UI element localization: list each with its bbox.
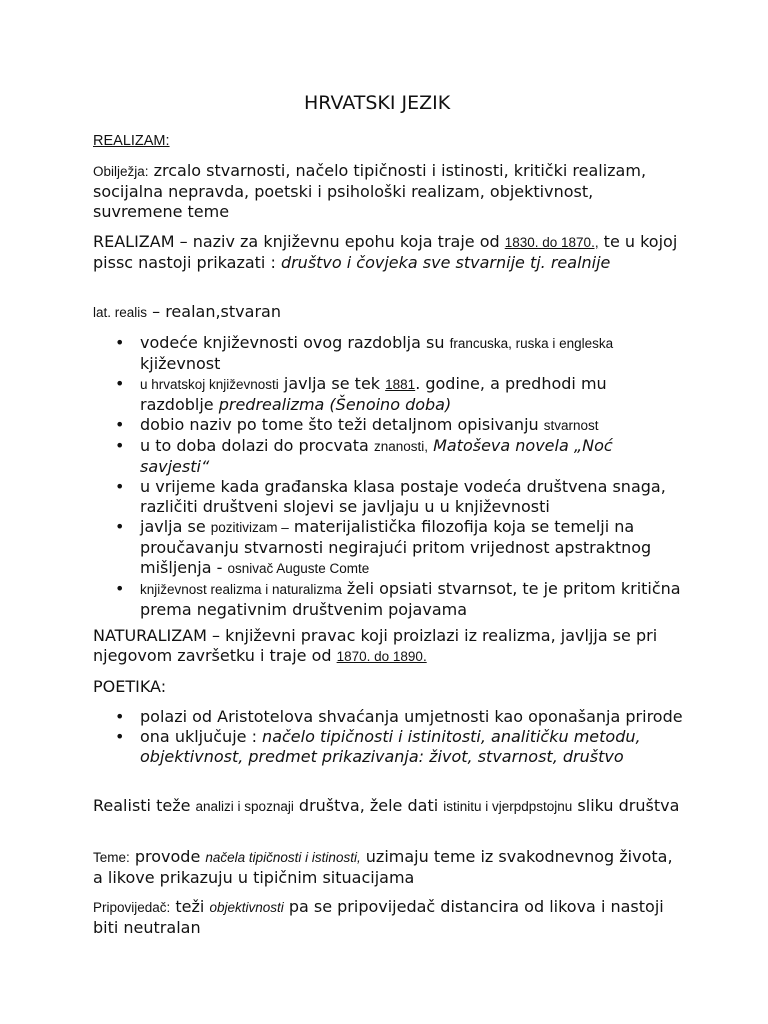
paragraph-pripovjedac: Pripovijedač: teži objektivnosti pa se pripovijedač distancira od likova i nastoji biti neutralan (93, 897, 664, 937)
heading-poetika: POETIKA: (93, 677, 167, 696)
list-item: • u hrvatskoj književnosti javlja se tek 1881. godine, a predhodi mu razdoblje predrealizma (Šenoino doba) (115, 374, 607, 414)
list-item: • ona uključuje : načelo tipičnosti i istinitosti, analitičku metodu, objektivnost, predmet prikazivanja: život, stvarnost, društvo (115, 727, 641, 766)
bullet-icon: • (115, 374, 125, 393)
bullet-icon: • (115, 333, 125, 352)
paragraph-realizam-definition: REALIZAM – naziv za književnu epohu koja traje od 1830. do 1870., te u kojoj pissc nastoji prikazati : društvo i čovjeka sve stvarnije tj. realnije (93, 232, 678, 272)
list-item: • u to doba dolazi do procvata znanosti, Matoševa novela „Noć savjesti“ (115, 436, 613, 476)
paragraph-lat-realis: lat. realis – realan,stvaran (93, 302, 281, 321)
list-item: • polazi od Aristotelova shvaćanja umjetnosti kao oponašanja prirode (115, 707, 683, 726)
list-item: • u vrijeme kada građanska klasa postaje vodeća društvena snaga, različiti društveni slojevi se javljaju u u književnosti (115, 477, 666, 516)
bullet-icon: • (115, 477, 125, 496)
list-item: • dobio naziv po tome što teži detaljnom opisivanju stvarnost (115, 415, 599, 434)
list-item: • vodeće književnosti ovog razdoblja su francuska, ruska i engleska kjiževnost (115, 333, 614, 373)
bullet-icon: • (115, 436, 125, 455)
bullet-icon: • (115, 579, 125, 598)
paragraph-obiljezja: Obilježja: zrcalo stvarnosti, načelo tipičnosti i istinosti, kritički realizam, socijalna nepravda, poetski i psihološki realizam, objektivnost, suvremene teme (93, 161, 647, 221)
bullet-icon: • (115, 517, 125, 536)
bullet-icon: • (115, 727, 125, 746)
paragraph-teme: Teme: provode načela tipičnosti i istinosti, uzimaju teme iz svakodnevnog života, a likove prikazuju u tipičnim situacijama (93, 847, 673, 887)
paragraph-naturalizam: NATURALIZAM – književni pravac koji proizlazi iz realizma, javljja se pri njegovom završetku i traje od 1870. do 1890. (93, 626, 658, 665)
paragraph-realisti: Realisti teže analizi i spoznaji društva, žele dati istinitu i vjerpdpstojnu sliku društva (93, 796, 680, 815)
bullet-icon: • (115, 707, 125, 726)
list-item: • javlja se pozitivizam – materijalistička filozofija koja se temelji na proučavanju stvarnosti negirajući pritom vrijednost apstraktnog mišljenja - osnivač Auguste Comte (115, 517, 652, 577)
heading-realizam: REALIZAM: (93, 133, 170, 149)
document-title: HRVATSKI JEZIK (304, 92, 451, 114)
list-item: • književnost realizma i naturalizma želi opsiati stvarnsot, te je pritom kritična prema negativnim društvenim pojavama (115, 579, 681, 619)
list-poetika (93, 707, 683, 767)
bullet-icon: • (115, 415, 125, 434)
list-realizam-features (93, 333, 683, 620)
